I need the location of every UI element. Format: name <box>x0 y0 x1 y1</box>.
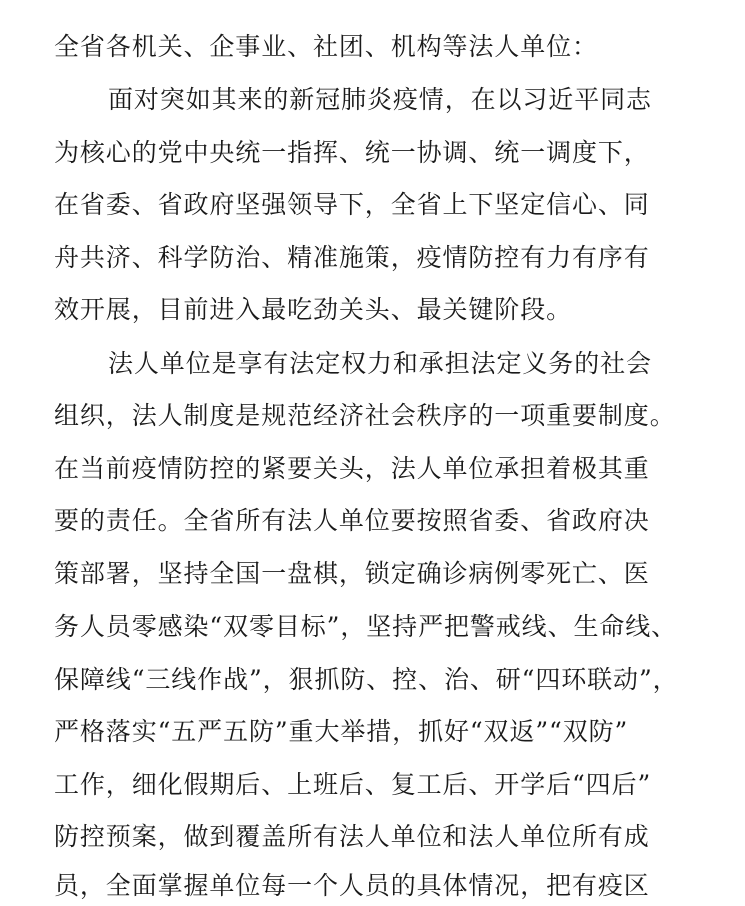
paragraph-2-line-4: 要的责任。全省所有法人单位要按照省委、省政府决 <box>54 506 650 535</box>
paragraph-2-line-7: 保障线“三线作战”，狠抓防、控、治、研“四环联动”， <box>54 665 679 694</box>
paragraph-1-line-1: 面对突如其来的新冠肺炎疫情，在以习近平同志 <box>108 85 652 114</box>
paragraph-1-line-3: 在省委、省政府坚强领导下，全省上下坚定信心、同 <box>54 190 650 219</box>
paragraph-2-line-6: 务人员零感染“双零目标”，坚持严把警戒线、生命线、 <box>54 612 678 641</box>
paragraph-2-line-1: 法人单位是享有法定权力和承担法定义务的社会 <box>108 349 652 378</box>
salutation-line: 全省各机关、企事业、社团、机构等法人单位： <box>54 32 598 61</box>
paragraph-2-line-2: 组织，法人制度是规范经济社会秩序的一项重要制度。 <box>54 401 676 430</box>
paragraph-1-line-2: 为核心的党中央统一指挥、统一协调、统一调度下， <box>54 138 650 167</box>
paragraph-2-line-11: 员，全面掌握单位每一个人员的具体情况，把有疫区 <box>54 871 650 900</box>
paragraph-1-line-5: 效开展，目前进入最吃劲关头、最关键阶段。 <box>54 295 573 324</box>
paragraph-2-line-8: 严格落实“五严五防”重大举措，抓好“双返”“双防” <box>54 717 629 746</box>
paragraph-2-line-5: 策部署，坚持全国一盘棋，锁定确诊病例零死亡、医 <box>54 559 650 588</box>
paragraph-2-line-3: 在当前疫情防控的紧要关头，法人单位承担着极其重 <box>54 454 650 483</box>
paragraph-1-line-4: 舟共济、科学防治、精准施策，疫情防控有力有序有 <box>54 243 650 272</box>
paragraph-2-line-9: 工作，细化假期后、上班后、复工后、开学后“四后” <box>54 770 652 799</box>
paragraph-2-line-10: 防控预案，做到覆盖所有法人单位和法人单位所有成 <box>54 822 650 851</box>
